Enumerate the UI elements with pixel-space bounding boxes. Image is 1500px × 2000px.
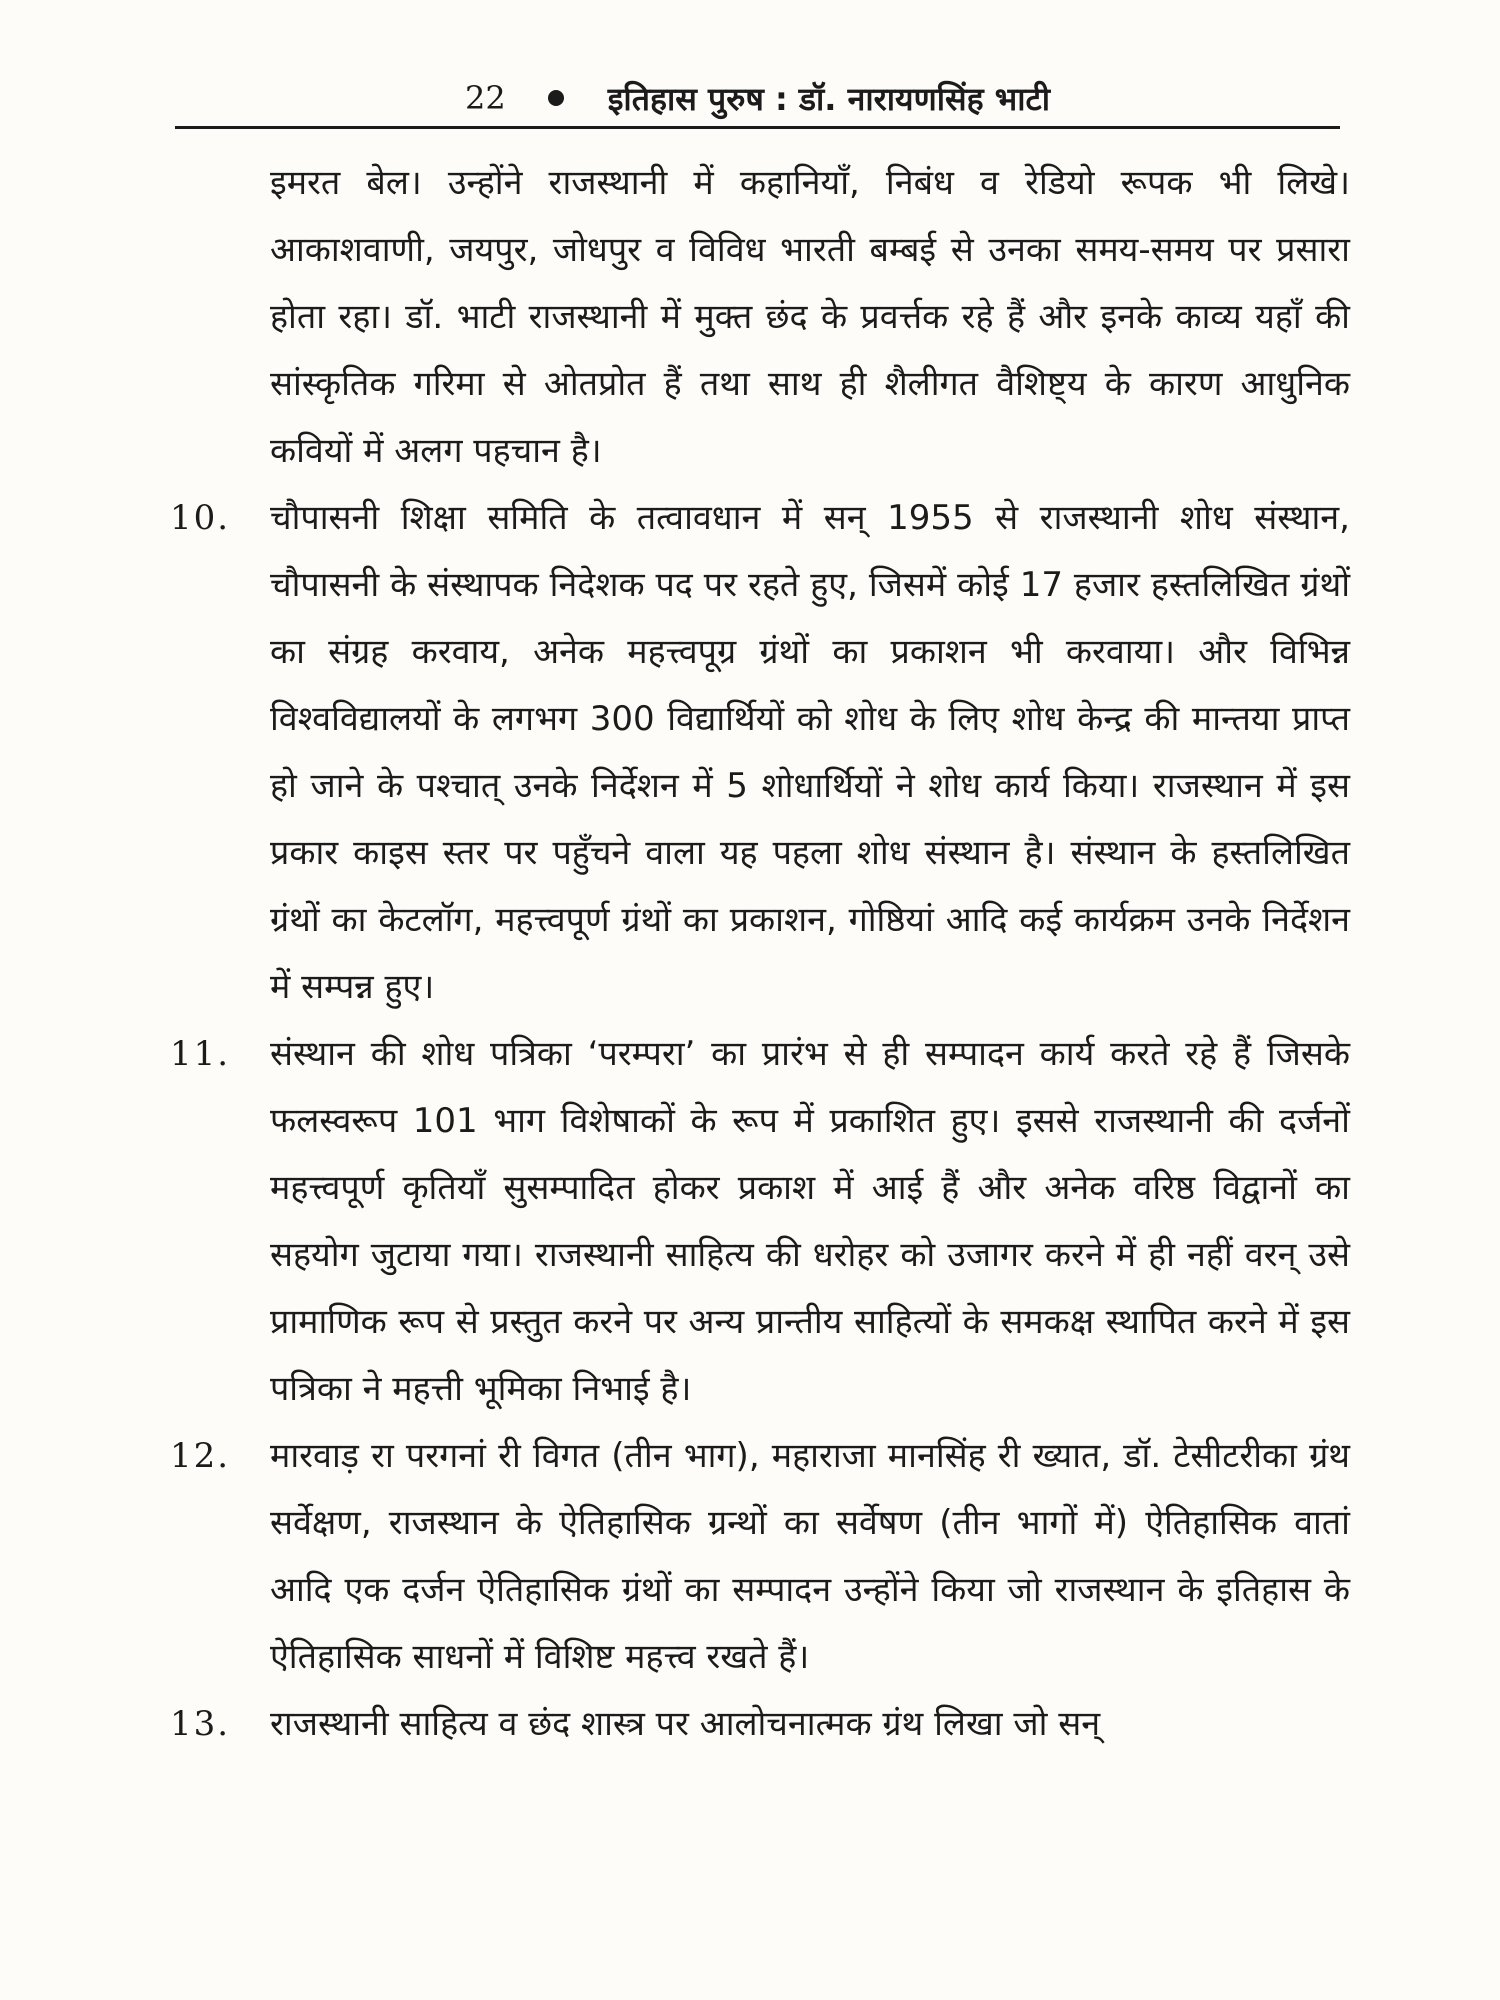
item-text: चौपासनी शिक्षा समिति के तत्वावधान में सन् 1955 से राजस्थानी शोध संस्थान, चौपासनी के संस्थापक निदेशक पद पर रहते हुए, जिसमें कोई 17 हजार हस्तलिखित ग्रंथों का संग्रह करवाय, अनेक महत्त्वपूग्र ग्रंथों का प्रकाशन भी करवाया। और विभिन्न विश्वविद्यालयों के लगभग 300 विद्यार्थियों को शोध के लिए शोध केन्द्र की मान्तया प्राप्त हो जाने के पश्चात् उनके निर्देशन में 5 शोधार्थियों ने शोध कार्य किया। राजस्थान में इस प्रकार काइस स्तर पर पहुँचने वाला यह पहला शोध संस्थान है। संस्थान के हस्तलिखित ग्रंथों का केटलॉग, महत्त्वपूर्ण ग्रंथों का प्रकाशन, गोष्ठियां आदि कई कार्यक्रम उनके निर्देशन में सम्पन्न हुए।	[270, 498, 1350, 1007]
running-head	[175, 68, 1340, 128]
item-text: राजस्थानी साहित्य व छंद शास्त्र पर आलोचनात्मक ग्रंथ लिखा जो सन्	[270, 1704, 1101, 1744]
item-number: 12.	[170, 1436, 231, 1476]
item-number: 13.	[170, 1704, 231, 1744]
running-title: इतिहास पुरुष : डॉ. नारायणसिंह भाटी	[607, 79, 1050, 118]
bullet-dot-icon	[548, 90, 564, 106]
list-item-12	[170, 1423, 1350, 1691]
list-item-11	[170, 1021, 1350, 1423]
item-text: मारवाड़ रा परगनां री विगत (तीन भाग), महाराजा मानसिंह री ख्यात, डॉ. टेसीटरीका ग्रंथ सर्वेक्षण, राजस्थान के ऐतिहासिक ग्रन्थों का सर्वेषण (तीन भागों में) ऐतिहासिक वातां आदि एक दर्जन ऐतिहासिक ग्रंथों का सम्पादन उन्होंने किया जो राजस्थान के इतिहास के ऐतिहासिक साधनों में विशिष्ट महत्त्व रखते हैं।	[270, 1436, 1350, 1677]
list-item-10	[170, 485, 1350, 1021]
item-number: 10.	[170, 498, 231, 538]
header-rule	[175, 126, 1340, 129]
page-number: 22	[465, 79, 506, 117]
item-text: संस्थान की शोध पत्रिका ‘परम्परा’ का प्रारंभ से ही सम्पादन कार्य करते रहे हैं जिसके फलस्वरूप 101 भाग विशेषाकों के रूप में प्रकाशित हुए। इससे राजस्थानी की दर्जनों महत्त्वपूर्ण कृतियाँ सुसम्पादित होकर प्रकाश में आई हैं और अनेक वरिष्ठ विद्वानों का सहयोग जुटाया गया। राजस्थानी साहित्य की धरोहर को उजागर करने में ही नहीं वरन् उसे प्रामाणिक रूप से प्रस्तुत करने पर अन्य प्रान्तीय साहित्यों के समकक्ष स्थापित करने में इस पत्रिका ने महत्ती भूमिका निभाई है।	[270, 1034, 1350, 1409]
page-body	[170, 150, 1350, 1758]
item-number: 11.	[170, 1034, 231, 1074]
continuation-paragraph: इमरत बेल। उन्होंने राजस्थानी में कहानियाँ, निबंध व रेडियो रूपक भी लिखे। आकाशवाणी, जयपुर, जोधपुर व विविध भारती बम्बई से उनका समय-समय पर प्रसारा होता रहा। डॉ. भाटी राजस्थानी में मुक्त छंद के प्रवर्त्तक रहे हैं और इनके काव्य यहाँ की सांस्कृतिक गरिमा से ओतप्रोत हैं तथा साथ ही शैलीगत वैशिष्ट्य के कारण आधुनिक कवियों में अलग पहचान है।	[270, 163, 1350, 471]
list-item-13	[170, 1691, 1350, 1758]
